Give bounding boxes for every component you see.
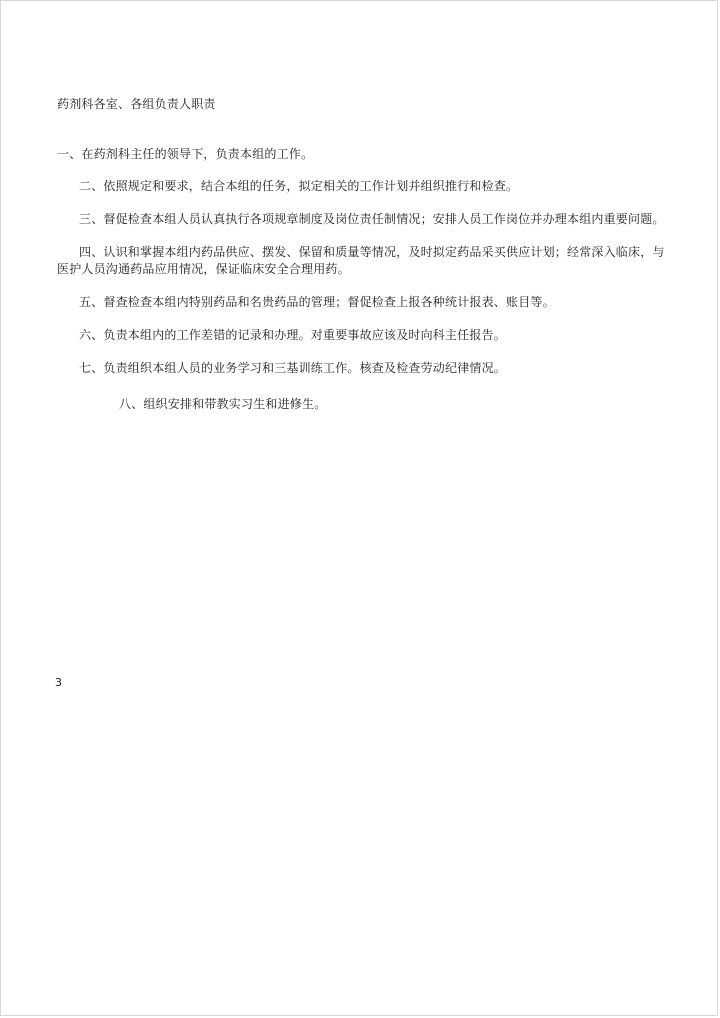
document-title: 药剂科各室、各组负责人职责 <box>57 97 216 111</box>
duty-item-4: 四、认识和掌握本组内药品供应、摆发、保留和质量等情况，及时拟定药品采买供应计划；经常深入临床，与医护人员沟通药品应用情况，保证临床安全合理用药。 <box>57 245 665 276</box>
duty-item-2: 二、依照规定和要求，结合本组的任务，拟定相关的工作计划并组织推行和检查。 <box>79 179 519 193</box>
duty-item-3: 三、督促检查本组人员认真执行各项规章制度及岗位责任制情况；安排人员工作岗位并办理本组内重要问题。 <box>79 212 665 226</box>
page-number: 3 <box>55 676 63 689</box>
duty-item-5: 五、督查检查本组内特别药品和名贵药品的管理；督促检查上报各种统计报表、账目等。 <box>79 295 555 309</box>
duty-item-6: 六、负责本组内的工作差错的记录和办理。对重要事故应该及时向科主任报告。 <box>79 328 507 342</box>
duty-item-1: 一、在药剂科主任的领导下，负责本组的工作。 <box>57 147 314 161</box>
duty-item-8: 八、组织安排和带教实习生和进修生。 <box>119 397 327 411</box>
duty-item-7: 七、负责组织本组人员的业务学习和三基训练工作。核查及检查劳动纪律情况。 <box>79 361 507 375</box>
